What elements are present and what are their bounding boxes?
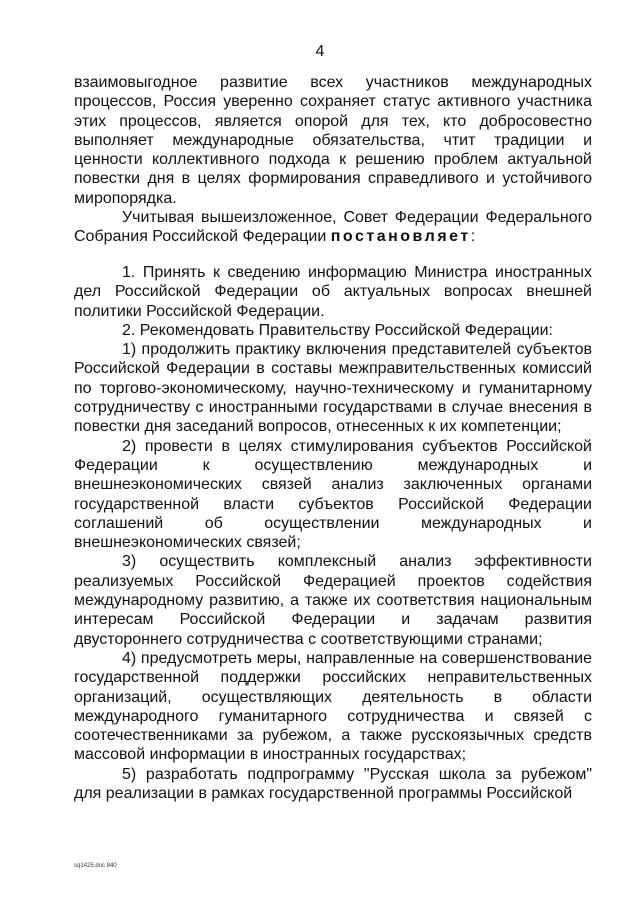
footer-doc-code: sq1425.doc 840: [74, 863, 117, 869]
paragraph-subitem-2: 2) провести в целях стимулирования субъектов Российской Федерации к осуществлению международных и внешнеэкономических связей анализ заключенных органами государственной власти субъектов Российской Федерации соглашений об осуществлении международных и внешнеэкономических связей;: [74, 437, 592, 552]
paragraph-item-1: 1. Принять к сведению информацию Министра иностранных дел Российской Федерации об актуальных вопросах внешней политики Российской Федерации.: [74, 264, 592, 320]
paragraph-subitem-3: 3) осуществить комплексный анализ эффективности реализуемых Российской Федерацией проектов содействия международному развитию, а также их соответствия национальным интересам Российской Федерации и задачам развития двустороннего сотрудничества с соответствующими странами;: [74, 553, 592, 648]
body-text-top: [74, 73, 592, 247]
paragraph-continuation: взаимовыгодное развитие всех участников международных процессов, Россия уверенно сохраняет статус активного участника этих процессов, является опорой для тех, кто добросовестно выполняет международные обязательства, чтит традиции и ценности коллективного подхода к решению проблем актуальной повестки дня в целях формирования справедливого и устойчивого миропорядка.: [74, 74, 592, 207]
paragraph-subitem-5: 5) разработать подпрограмму "Русская школа за рубежом" для реализации в рамках государственной программы Российской: [74, 765, 592, 803]
resolution-intro-text: Учитывая вышеизложенное, Совет Федерации Федерального Собрания Российской Федерации: [74, 209, 592, 246]
paragraph-resolution-intro: [74, 208, 592, 247]
page-number: 4: [315, 43, 325, 60]
paragraph-subitem-1: 1) продолжить практику включения представителей субъектов Российской Федерации в составы межправительственных комиссий по торгово-экономическому, научно-техническому и гуманитарному сотрудничеству с иностранными государствами в случае внесения в повестки дня заседаний вопросов, отнесенных к их компетенции;: [74, 341, 592, 436]
paragraph-subitem-4: 4) предусмотреть меры, направленные на совершенствование государственной поддержки российских неправительственных организаций, осуществляющих деятельность в области международного гуманитарного сотрудничества и связей с соотечественниками за рубежом, а также русскоязычных средств массовой информации в иностранных государствах;: [74, 649, 592, 764]
resolution-keyword: постановляет: [330, 228, 471, 246]
paragraph-item-2: 2. Рекомендовать Правительству Российской Федерации:: [122, 321, 553, 339]
resolution-colon: :: [470, 228, 476, 246]
body-text-main: [74, 263, 592, 803]
